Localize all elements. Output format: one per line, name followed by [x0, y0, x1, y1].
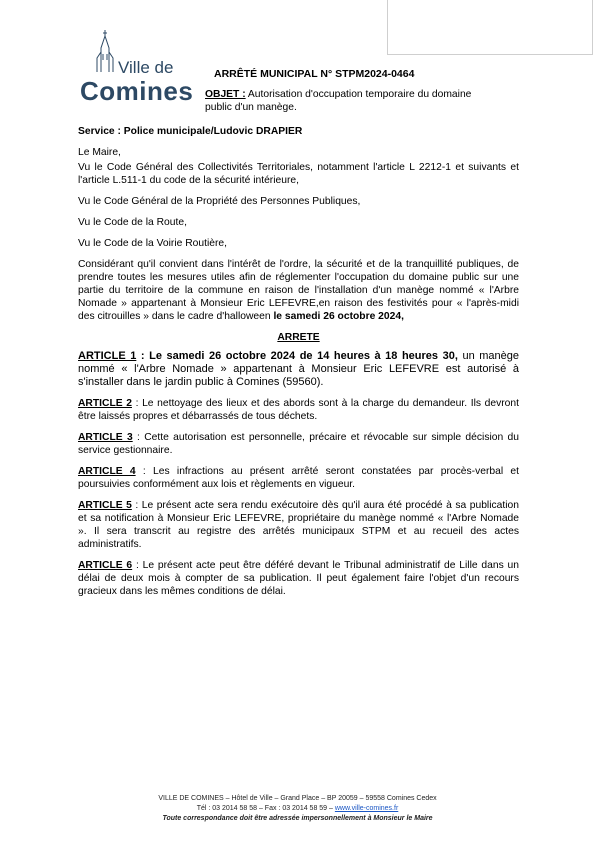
maire-line: Le Maire, — [78, 147, 121, 158]
article-6-label: ARTICLE 6 — [78, 560, 133, 571]
article-1-label: ARTICLE 1 — [78, 350, 137, 362]
article-5-sep: : — [131, 500, 142, 511]
article-4-text: Les infractions au présent arrêté seront constatées par procès-verbal et poursuivies conformément aux lois et règlements en vigueur. — [78, 466, 519, 490]
article-6 — [78, 559, 519, 598]
arrete-title: ARRÊTÉ MUNICIPAL N° STPM2024-0464 — [214, 68, 415, 80]
footer-note: Toute correspondance doit être adressée impersonnellement à Monsieur le Maire — [162, 815, 433, 822]
article-4-label: ARTICLE 4 — [78, 466, 136, 477]
article-5-label: ARTICLE 5 — [78, 500, 132, 511]
footer-phone-fax: Tél : 03 2014 58 58 – Fax : 03 2014 58 59 – — [196, 805, 335, 812]
article-6-text: Le présent acte peut être déféré devant le Tribunal administratif de Lille dans un délai de deux mois à compter de sa publication. Il peut également faire l'objet d'un recours gracieux dans les mêmes conditions de délai. — [78, 560, 519, 597]
article-2 — [78, 397, 519, 423]
article-2-sep: : — [131, 398, 143, 409]
footer-contact — [60, 804, 535, 814]
service-line: Service : Police municipale/Ludovic DRAPIER — [78, 126, 303, 137]
article-1-bold: Le samedi 26 octobre 2024 de 14 heures à 18 heures 30, — [149, 350, 458, 362]
article-1-sep: : — [136, 350, 150, 362]
page-footer — [60, 794, 535, 824]
website-link[interactable]: www.ville-comines.fr — [334, 805, 399, 812]
logo-comines-text: Comines — [80, 76, 194, 106]
logo-ville-text: Ville de — [118, 58, 174, 77]
article-4-sep: : — [135, 466, 154, 477]
objet-block — [205, 88, 495, 114]
footer-address: VILLE DE COMINES – Hôtel de Ville – Grand Place – BP 20059 – 59558 Comines Cedex — [158, 795, 437, 802]
considerant-date: le samedi 26 octobre 2024, — [273, 311, 404, 322]
article-3-label: ARTICLE 3 — [78, 432, 133, 443]
city-logo — [80, 28, 195, 110]
article-3-sep: : — [132, 432, 145, 443]
article-2-label: ARTICLE 2 — [78, 398, 132, 409]
article-4 — [78, 465, 519, 491]
article-6-sep: : — [132, 560, 143, 571]
visa-route: Vu le Code de la Route, — [78, 217, 187, 228]
considerant-text: Considérant qu'il convient dans l'intérêt de l'ordre, la sécurité et de la tranquillité publiques, de prendre toutes les mesures utiles afin de réglementer l'occupation du domaine public sur une partie du territoire de la commune en raison de l'installation d'un manège nommé « l'Arbre Nomade » appartenant à Monsieur Eric LEFEVRE,en raison des festivités pour « l'après-midi des citrouilles » dans le cadre d'halloween — [78, 259, 519, 322]
visa-cgppp: Vu le Code Général de la Propriété des Personnes Publiques, — [78, 196, 361, 207]
visa-voirie: Vu le Code de la Voirie Routière, — [78, 238, 228, 249]
document-body — [78, 146, 519, 606]
visa-cgct: Vu le Code Général des Collectivités Territoriales, notamment l'article L 2212-1 et suivants et l'article L.511-1 du code de la sécurité intérieure, — [78, 162, 519, 186]
article-3 — [78, 431, 519, 457]
stamp-box — [387, 0, 593, 55]
objet-label: OBJET : — [205, 89, 246, 100]
arrete-heading: ARRETE — [277, 332, 320, 343]
article-1-text: un manège nommé « l'Arbre Nomade » appartenant à Monsieur Eric LEFEVRE est autorisé à s'installer dans le jardin public à Comines (59560). — [78, 350, 519, 388]
article-5-text: Le présent acte sera rendu exécutoire dès qu'il aura été procédé à sa publication et sa notification à Monsieur Eric LEFEVRE, propriétaire du manège nommé « l'Arbre Nomade ». Il sera transcrit au registre des arrêtés municipaux STPM et au recueil des actes administratifs. — [78, 500, 519, 550]
article-1 — [78, 350, 519, 389]
article-3-text: Cette autorisation est personnelle, précaire et révocable sur simple décision du service gestionnaire. — [78, 432, 519, 456]
considerant — [78, 258, 519, 323]
article-2-text: Le nettoyage des lieux et des abords sont à la charge du demandeur. Ils devront être laissés propres et débarrassés de tous déchets. — [78, 398, 519, 422]
article-5 — [78, 499, 519, 551]
church-icon — [90, 28, 120, 73]
objet-text: Autorisation d'occupation temporaire du domaine public d'un manège. — [205, 89, 472, 113]
